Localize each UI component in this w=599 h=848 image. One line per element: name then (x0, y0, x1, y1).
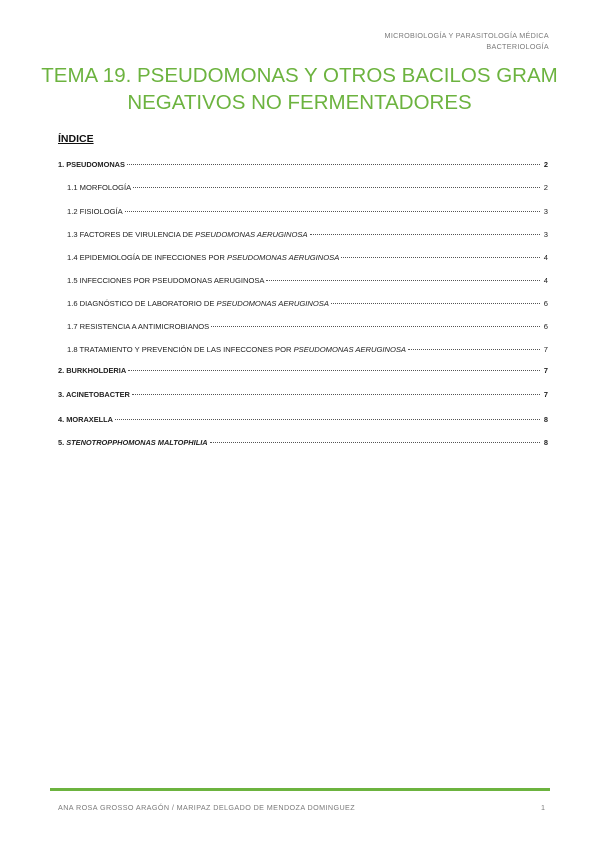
toc-entry-label: 1.5 INFECCIONES POR PSEUDOMONAS AERUGINOSA (67, 276, 265, 285)
toc-entry-italic-label: STENOTROPPHOMONAS MALTOPHILIA (66, 438, 208, 447)
toc-entry-label: 1.2 FISIOLOGÍA (67, 207, 123, 216)
toc-entry-label: 1. PSEUDOMONAS (58, 160, 125, 169)
toc-entry-title (58, 160, 125, 169)
toc-entry-title (67, 299, 329, 308)
toc-entry[interactable] (58, 366, 548, 378)
toc-entry[interactable] (58, 230, 548, 242)
toc-entry[interactable] (58, 183, 548, 195)
toc-entry-italic-label: PSEUDOMONAS AERUGINOSA (293, 345, 406, 354)
toc-entry-label: 2. BURKHOLDERIA (58, 366, 127, 375)
toc-entry-page: 8 (543, 438, 548, 447)
toc-entry[interactable] (58, 345, 548, 357)
toc-entry-page: 7 (543, 390, 548, 399)
toc-entry-title (58, 390, 130, 399)
index-heading: ÍNDICE (58, 133, 94, 145)
toc-entry[interactable] (58, 276, 548, 288)
toc-dot-leader (115, 419, 540, 420)
toc-entry-page: 2 (543, 183, 548, 192)
header-section: BACTERIOLOGÍA (486, 42, 549, 51)
toc-entry-title (67, 230, 308, 239)
toc-dot-leader (408, 349, 540, 350)
toc-entry-title (67, 345, 406, 354)
toc-dot-leader (331, 303, 540, 304)
toc-entry-label: 5. (58, 438, 67, 447)
toc-entry-label: 4. MORAXELLA (58, 415, 114, 424)
toc-entry-title (67, 253, 339, 262)
toc-entry-page: 3 (543, 230, 548, 239)
toc-entry-title (67, 322, 209, 331)
toc-entry[interactable] (58, 299, 548, 311)
toc-entry-label: 1.3 FACTORES DE VIRULENCIA DE (67, 230, 196, 239)
footer-divider (50, 788, 550, 791)
toc-entry-page: 3 (543, 207, 548, 216)
toc-dot-leader (310, 234, 540, 235)
toc-entry-label: 1.6 DIAGNÓSTICO DE LABORATORIO DE (67, 299, 217, 308)
page-header (385, 30, 549, 52)
toc-entry-italic-label: PSEUDOMONAS AERUGINOSA (226, 253, 340, 262)
toc-entry-title (67, 207, 123, 216)
toc-entry-page: 7 (543, 366, 548, 375)
footer-authors: ANA ROSA GROSSO ARAGÓN / MARIPAZ DELGADO DE MENDOZA DOMINGUEZ (58, 803, 356, 812)
toc-entry[interactable] (58, 415, 548, 427)
toc-entry-title (67, 276, 264, 285)
toc-entry[interactable] (58, 438, 548, 450)
toc-entry-label: 1.7 RESISTENCIA A ANTIMICROBIANOS (67, 322, 210, 331)
toc-dot-leader (341, 257, 540, 258)
toc-dot-leader (266, 280, 540, 281)
toc-entry-label: 1.8 TRATAMIENTO Y PREVENCIÓN DE LAS INFECCONES POR (67, 345, 294, 354)
toc-entry-page: 6 (543, 322, 548, 331)
toc-entry-page: 8 (543, 415, 548, 424)
title-line-2: NEGATIVOS NO FERMENTADORES (127, 91, 472, 114)
toc-dot-leader (128, 370, 540, 371)
toc-entry-title (58, 415, 113, 424)
toc-dot-leader (133, 187, 540, 188)
page-title (40, 62, 559, 116)
toc-entry-title (58, 438, 208, 447)
toc-entry-page: 4 (543, 276, 548, 285)
toc-entry[interactable] (58, 390, 548, 402)
toc-dot-leader (210, 442, 540, 443)
toc-entry-page: 4 (543, 253, 548, 262)
toc-entry[interactable] (58, 160, 548, 172)
toc-entry-label: 3. ACINETOBACTER (58, 390, 130, 399)
toc-entry-italic-label: PSEUDOMONAS AERUGINOSA (216, 299, 329, 308)
toc-entry[interactable] (58, 253, 548, 265)
footer-page-number: 1 (541, 803, 545, 812)
toc-entry-title (58, 366, 126, 375)
toc-entry-page: 7 (543, 345, 548, 354)
toc-entry-label: 1.4 EPIDEMIOLOGÍA DE INFECCIONES POR (67, 253, 227, 262)
toc-dot-leader (211, 326, 540, 327)
toc-entry-page: 6 (543, 299, 548, 308)
toc-entry-italic-label: PSEUDOMONAS AERUGINOSA (195, 230, 308, 239)
toc-entry-page: 2 (543, 160, 548, 169)
toc-dot-leader (132, 394, 540, 395)
toc-entry-title (67, 183, 131, 192)
toc-entry[interactable] (58, 322, 548, 334)
toc-dot-leader (127, 164, 540, 165)
toc-entry[interactable] (58, 207, 548, 219)
toc-dot-leader (125, 211, 540, 212)
title-line-1: TEMA 19. PSEUDOMONAS Y OTROS BACILOS GRAM (41, 64, 558, 87)
header-course: MICROBIOLOGÍA Y PARASITOLOGÍA MÉDICA (384, 31, 549, 40)
toc-entry-label: 1.1 MORFOLOGÍA (67, 183, 132, 192)
